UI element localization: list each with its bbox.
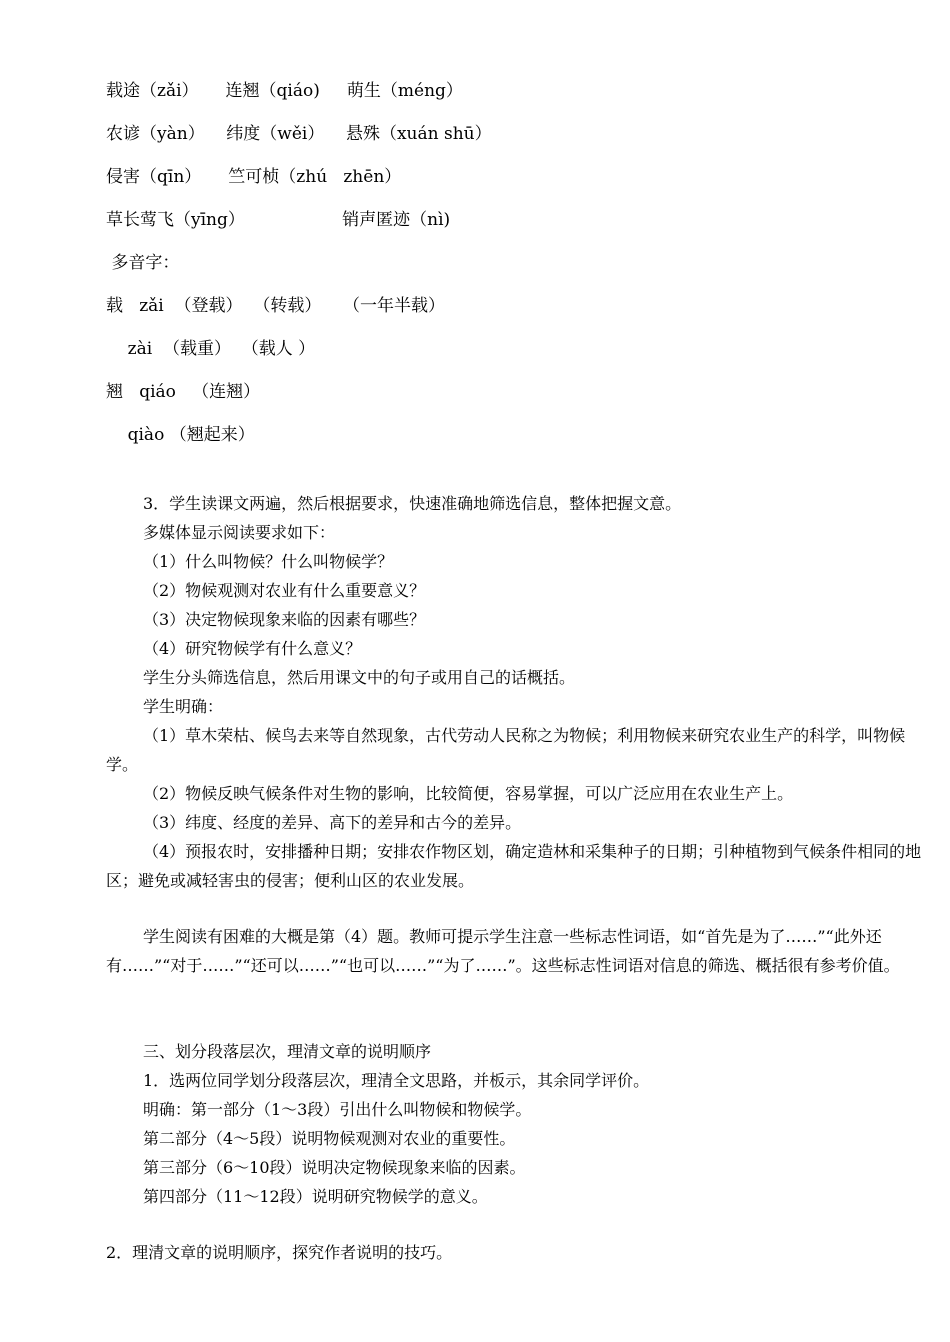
answer-item: （2）物候反映气候条件对生物的影响，比较简便，容易掌握，可以广泛应用在农业生产上。 — [143, 784, 794, 803]
answer-item: （1）草木荣枯、候鸟去来等自然现象，古代劳动人民称之为物候；利用物候来研究农业生产的科学，叫物候学。 — [106, 726, 906, 774]
polyphonic-heading: 多音字： — [106, 253, 180, 273]
vocab-line: 载 zǎi （登载） （转载） （一年半载） — [106, 296, 445, 316]
vocab-line: 农谚（yàn） 纬度（wěi） 悬殊（xuán shū） — [106, 124, 492, 144]
vocab-line: qiào （翘起来） — [106, 425, 255, 445]
section3-heading: 3．学生读课文两遍，然后根据要求，快速准确地筛选信息，整体把握文意。 — [143, 494, 682, 513]
part3-line: 明确：第一部分（1～3段）引出什么叫物候和物候学。 — [143, 1100, 532, 1119]
question-item: （3）决定物候现象来临的因素有哪些？ — [143, 610, 426, 629]
part3-block — [106, 1037, 928, 1211]
vocab-line: zài （载重） （载人 ） — [106, 339, 316, 359]
part3-line: 1．选两位同学划分段落层次，理清全文思路，并板示，其余同学评价。 — [143, 1071, 650, 1090]
clarify-label: 学生明确： — [143, 697, 224, 716]
part3-line: 第四部分（11～12段）说明研究物候学的意义。 — [143, 1187, 488, 1206]
vocab-line: 载途（zǎi） 连翘（qiáo) 萌生（méng） — [106, 81, 463, 101]
vocab-line: 翘 qiáo （连翘） — [106, 382, 261, 402]
vocab-line: 侵害（qīn） 竺可桢（zhú zhēn） — [106, 167, 402, 187]
question-item: （2）物候观测对农业有什么重要意义？ — [143, 581, 426, 600]
part3-line: 第三部分（6～10段）说明决定物候现象来临的因素。 — [143, 1158, 526, 1177]
closing-line: 2．理清文章的说明顺序，探究作者说明的技巧。 — [106, 1243, 453, 1262]
answer-item: （3）纬度、经度的差异、高下的差异和古今的差异。 — [143, 813, 522, 832]
vocab-line: 草长莺飞（yīng） 销声匿迹（nì) — [106, 210, 451, 230]
part3-heading: 三、划分段落层次，理清文章的说明顺序 — [143, 1042, 432, 1061]
section3-intro: 多媒体显示阅读要求如下： — [143, 523, 336, 542]
question-item: （1）什么叫物候？什么叫物候学？ — [143, 552, 394, 571]
answer-item: （4）预报农时，安排播种日期；安排农作物区划，确定造林和采集种子的日期；引种植物到气候条件相同的地区；避免或减轻害虫的侵害；便利山区的农业发展。 — [106, 842, 922, 890]
question-item: （4）研究物候学有什么意义？ — [143, 639, 362, 658]
part3-line: 第二部分（4～5段）说明物候观测对农业的重要性。 — [143, 1129, 516, 1148]
section3-block — [106, 489, 928, 895]
method-text: 学生分头筛选信息，然后用课文中的句子或用自己的话概括。 — [143, 668, 576, 687]
teacher-note: 学生阅读有困难的大概是第（4）题。教师可提示学生注意一些标志性词语，如“首先是为了……”“此外还有……”“对于……”“还可以……”“也可以……”“为了……”。这些标志性词语对信息的筛选、概括很有参考价值。 — [106, 927, 900, 975]
